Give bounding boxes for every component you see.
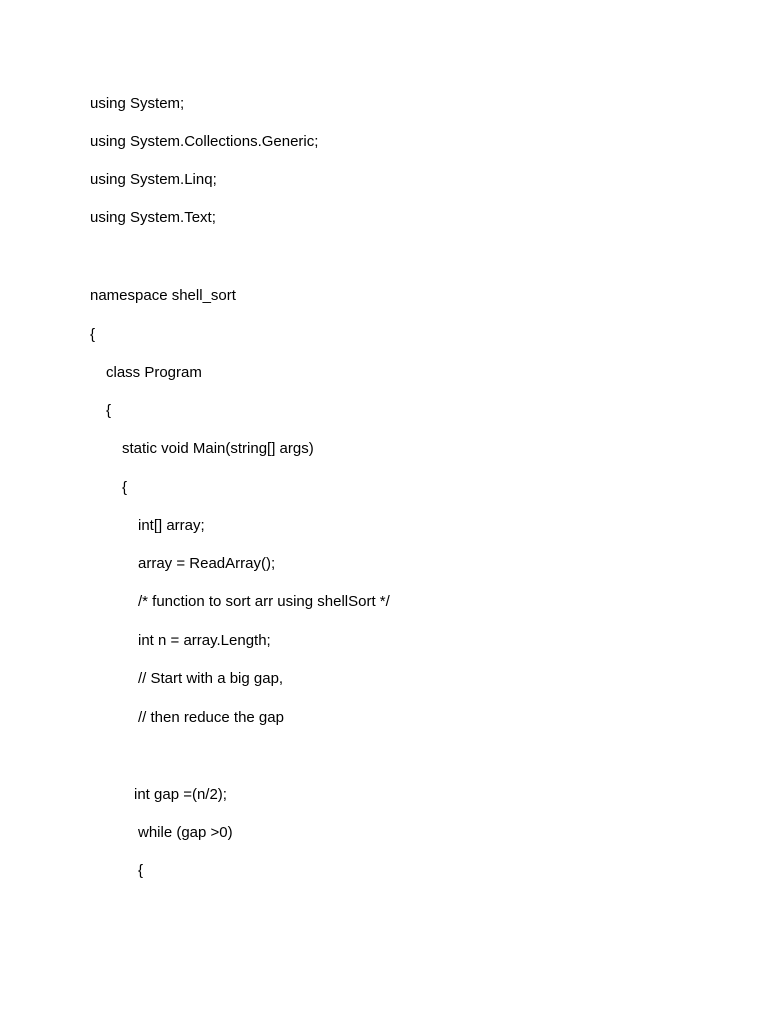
code-line-using-collections-generic: using System.Collections.Generic; <box>90 133 319 150</box>
code-line-class-open-brace: { <box>106 402 112 419</box>
code-line-using-text: using System.Text; <box>90 209 216 226</box>
code-line-array-length: int n = array.Length; <box>138 632 271 649</box>
code-line-main-signature: static void Main(string[] args) <box>122 440 314 457</box>
code-line-using-system: using System; <box>90 95 185 112</box>
code-line-namespace: namespace shell_sort <box>90 287 236 304</box>
code-line-class-program: class Program <box>106 364 202 381</box>
code-line-using-linq: using System.Linq; <box>90 171 217 188</box>
code-line-namespace-open-brace: { <box>90 326 96 343</box>
code-line-comment-shellsort: /* function to sort arr using shellSort */ <box>138 593 390 610</box>
code-line-main-open-brace: { <box>122 479 128 496</box>
code-line-while-loop: while (gap >0) <box>138 824 233 841</box>
code-line-comment-reduce-gap: // then reduce the gap <box>138 709 284 726</box>
code-line-read-array: array = ReadArray(); <box>138 555 276 572</box>
code-line-while-open-brace: { <box>138 862 144 879</box>
code-line-array-declaration: int[] array; <box>138 517 205 534</box>
code-line-comment-big-gap: // Start with a big gap, <box>138 670 284 687</box>
code-line-gap-init: int gap =(n/2); <box>134 786 227 803</box>
